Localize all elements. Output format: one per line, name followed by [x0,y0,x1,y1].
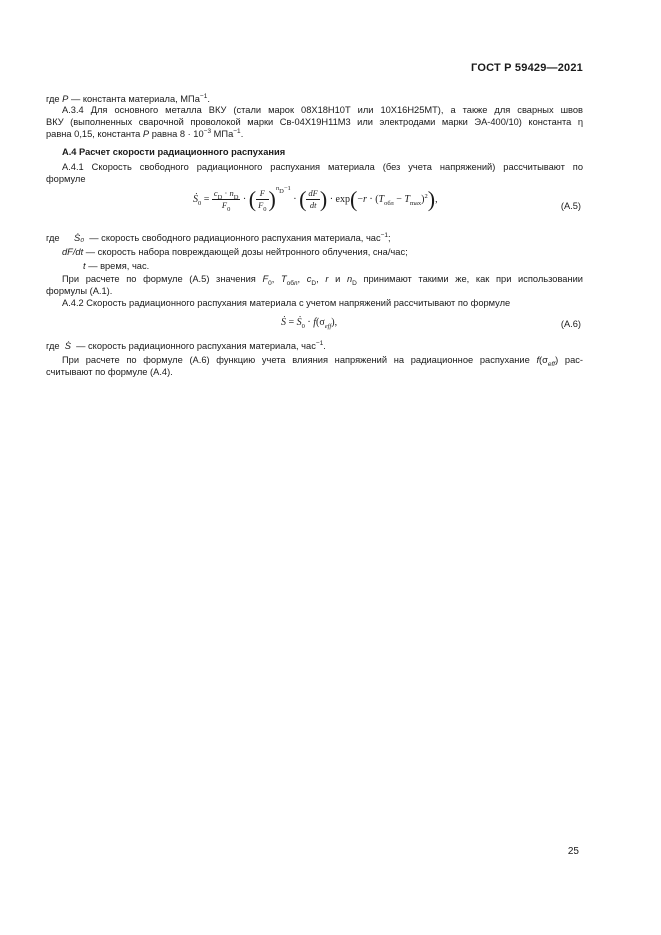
paragraph-a34-line3: равна 0,15, константа P равна $8 \cdot 10^{-3}$ МПа$^{-1}$. [46,128,244,139]
where-item-s: где Ṡ — скорость радиационного распухания материала, час$^{-1}$. [46,340,326,351]
section-title: А.4 Расчет скорости радиационного распухания [62,147,286,157]
where-item-s0: Ṡ₀ — скорость свободного радиационного распухания материала, час$^{-1}$; [74,232,391,243]
paragraph-a5-values-line1: При расчете по формуле (А.5) значения $F_0$, $T_{обл}$, $c_D$, r и $n_D$ принимают такими же, как при использовании [62,274,584,287]
where-item-dfdt: dF/dt — скорость набора повреждающей дозы нейтронного облучения, сна/час; [62,247,408,257]
document-header: ГОСТ Р 59429—2021 [471,62,583,74]
equation-a5: Ṡ$_0$ = $\frac{c_D \cdot n_D}{F_0}$ · ( $\frac{F}{F_0}$ )$^{n_D-1}$ · ( $\frac{dF}{dt}$ ) · $\exp(-r \cdot (T_{обл} - T_{max})^2)$, [193,184,438,213]
paragraph-a6-line1: При расчете по формуле (А.6) функцию учета влияния напряжений на радиационное распухание $f(\sigma_{eff})$ рас- [62,355,583,368]
paragraph-a34-line2: ВКУ (выполненных сварочной проволокой марки Св-04Х19Н11М3 или электродами марки ЭА-400/10) константа η [46,117,583,127]
constant-definition: где P — константа материала, МПа$^{-1}$. [46,93,210,104]
paragraph-a41-line2: формуле [46,174,86,184]
where-label: где [46,233,60,243]
paragraph-a42: А.4.2 Скорость радиационного распухания материала с учетом напряжений рассчитывают по формуле [62,298,511,308]
paragraph-a5-values-line2: формулы (А.1). [46,286,113,296]
where-item-t: t — время, час. [83,261,150,271]
equation-a5-number: (А.5) [560,201,581,211]
page-number: 25 [567,846,579,857]
equation-a6: Ṡ = Ṡ$_0$ · $f(\sigma_{eff})$, [281,317,338,330]
paragraph-a34-line1: A.3.4 Для основного металла ВКУ (стали марок 08Х18Н10Т или 10Х16Н25МТ), а также для сварных швов [62,105,583,115]
equation-a6-number: (А.6) [560,319,581,329]
paragraph-a6-line2: считывают по формуле (А.4). [46,367,173,377]
paragraph-a41-line1: А.4.1 Скорость свободного радиационного распухания материала (без учета напряжений) рассчитывают по [62,162,583,172]
